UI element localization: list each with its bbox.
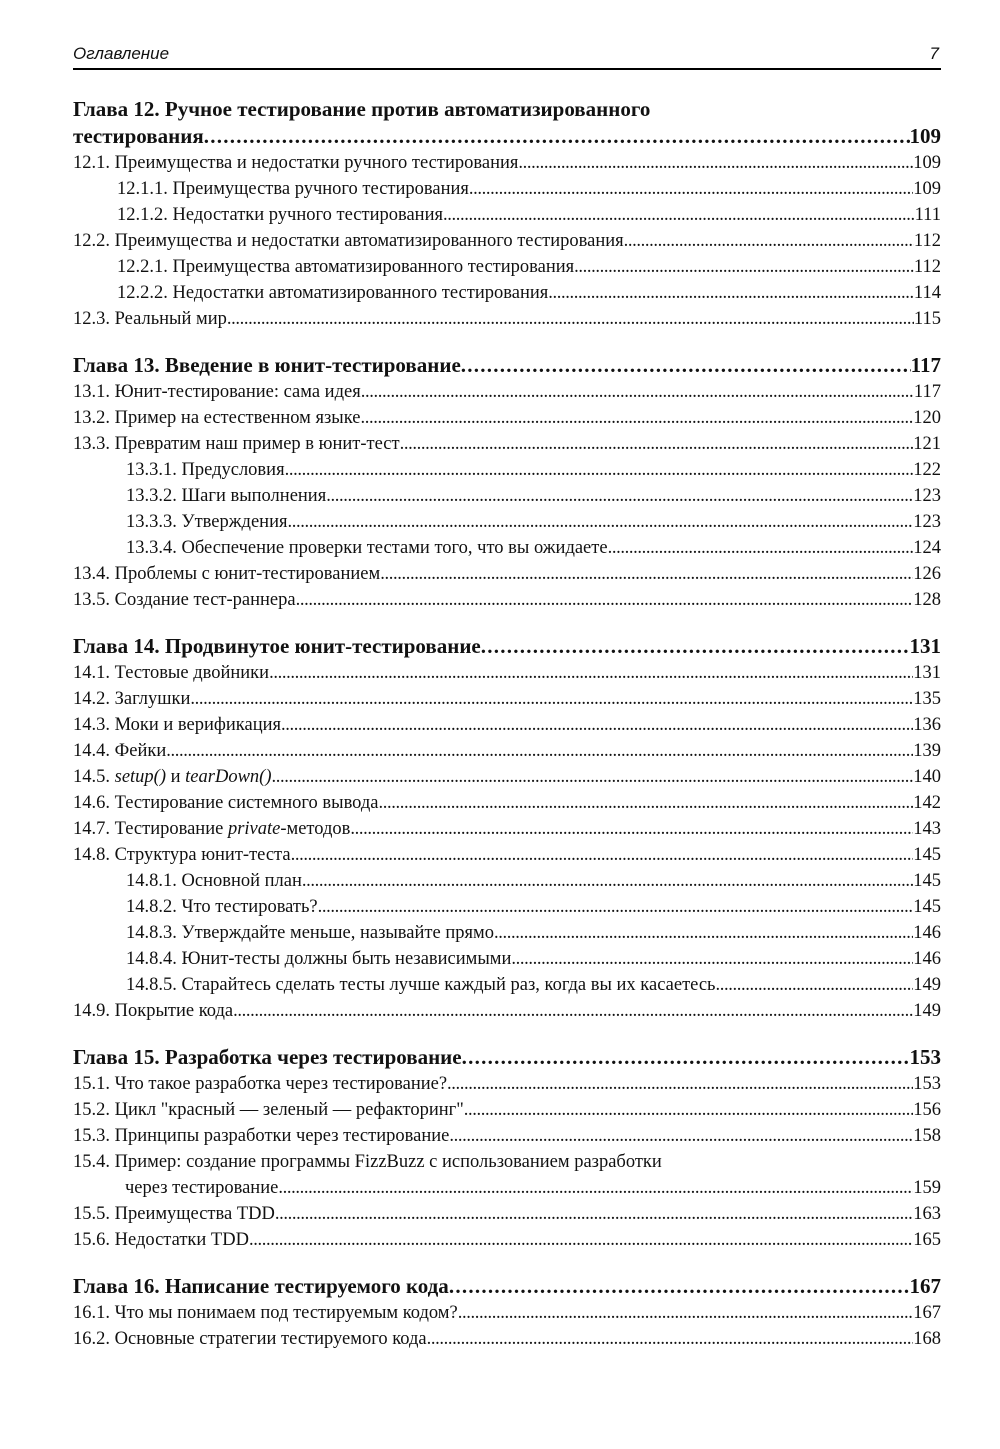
entry-label: 14.8.1. Основной план	[126, 871, 302, 891]
entry-label: 13.5. Создание тест-раннера	[73, 590, 296, 610]
toc-entry[interactable]	[73, 816, 941, 842]
entry-label: 15.2. Цикл "красный — зеленый — рефакторинг"	[73, 1100, 464, 1120]
toc-entry[interactable]	[73, 561, 941, 587]
toc-entry[interactable]	[73, 920, 941, 946]
entry-label: 12.1.2. Недостатки ручного тестирования	[117, 205, 443, 225]
entry-label: 14.8.5. Старайтесь сделать тесты лучше каждый раз, когда вы их касаетесь	[126, 975, 716, 995]
page-number: 112	[913, 257, 941, 277]
entry-label: 16.1. Что мы понимаем под тестируемым кодом?	[73, 1303, 458, 1323]
entry-label: 14.3. Моки и верификация	[73, 715, 282, 735]
page-number: 143	[913, 819, 941, 839]
entry-label: 14.8.4. Юнит-тесты должны быть независимыми	[126, 949, 512, 969]
toc-entry[interactable]	[73, 712, 941, 738]
page-number: 153	[909, 1045, 941, 1069]
entry-label: 12.2. Преимущества и недостатки автоматизированного тестирования	[73, 231, 624, 251]
toc-entry[interactable]	[73, 176, 941, 202]
entry-label: 12.3. Реальный мир	[73, 309, 227, 329]
dot-leader	[461, 352, 911, 379]
page-number: 165	[913, 1230, 941, 1250]
entry-label: 16.2. Основные стратегии тестируемого кода	[73, 1329, 427, 1349]
toc-entry-continuation[interactable]	[73, 1175, 941, 1201]
entry-label: 13.4. Проблемы с юнит-тестированием	[73, 564, 381, 584]
dot-leader	[464, 1097, 913, 1123]
chapter-13-entry[interactable]	[73, 352, 941, 379]
chapter-12-entry[interactable]	[73, 123, 941, 150]
toc-entry[interactable]	[73, 764, 941, 790]
code-teardown: tearDown()	[185, 767, 272, 787]
dot-leader	[462, 1044, 910, 1071]
chapter-16-entry[interactable]	[73, 1273, 941, 1300]
page-number: 142	[913, 793, 941, 813]
dot-leader	[458, 1300, 914, 1326]
entry-label: 14.8.2. Что тестировать?	[126, 897, 318, 917]
dot-leader	[227, 306, 914, 332]
entry-label: 13.3.3. Утверждения	[126, 512, 288, 532]
dot-leader	[469, 176, 913, 202]
toc-entry[interactable]	[73, 228, 941, 254]
entry-label: 15.4. Пример: создание программы FizzBuzz с использованием разработки	[73, 1152, 662, 1172]
page-number: 153	[913, 1074, 941, 1094]
entry-prefix: 14.5.	[73, 767, 115, 787]
dot-leader	[302, 868, 913, 894]
entry-label: 14.8.3. Утверждайте меньше, называйте прямо	[126, 923, 494, 943]
page-number: 145	[913, 871, 941, 891]
running-header	[73, 44, 941, 70]
toc-entry[interactable]	[73, 431, 941, 457]
toc-entry[interactable]	[73, 1123, 941, 1149]
entry-label: 15.5. Преимущества TDD	[73, 1204, 275, 1224]
chapter-14-entry[interactable]	[73, 633, 941, 660]
dot-leader	[449, 1123, 913, 1149]
page-number: 145	[913, 845, 941, 865]
entry-label: 14.1. Тестовые двойники	[73, 663, 270, 683]
dot-leader	[204, 123, 910, 150]
toc-entry[interactable]	[73, 509, 941, 535]
chapter-title: Глава 16. Написание тестируемого кода	[73, 1274, 449, 1298]
entry-prefix: 14.7. Тестирование	[73, 819, 228, 839]
dot-leader	[715, 972, 913, 998]
toc-entry[interactable]	[73, 1097, 941, 1123]
dot-leader	[574, 254, 914, 280]
page-number: 117	[910, 353, 941, 377]
dot-leader	[233, 998, 913, 1024]
toc-entry[interactable]	[73, 972, 941, 998]
page-number: 122	[913, 460, 941, 480]
dot-leader	[380, 561, 913, 587]
entry-label: 12.1. Преимущества и недостатки ручного тестирования	[73, 153, 519, 173]
dot-leader	[350, 816, 913, 842]
page-number: 123	[913, 486, 941, 506]
page-number: 117	[913, 382, 941, 402]
toc-entry[interactable]	[73, 946, 941, 972]
chapter-12-title-line1: Глава 12. Ручное тестирование против автоматизированного	[73, 97, 651, 121]
code-private: private	[227, 819, 281, 839]
page-number: 136	[913, 715, 941, 735]
page-number: 131	[909, 634, 941, 658]
page-number: 115	[913, 309, 941, 329]
header-title: Оглавление	[73, 44, 170, 63]
toc-entry[interactable]	[73, 202, 941, 228]
dot-leader	[447, 1071, 913, 1097]
entry-label: 13.2. Пример на естественном языке	[73, 408, 361, 428]
toc-entry[interactable]	[73, 868, 941, 894]
page-number: 131	[913, 663, 941, 683]
dot-leader	[449, 1273, 910, 1300]
page-number: 109	[913, 153, 941, 173]
toc-entry[interactable]	[73, 1227, 941, 1253]
dot-leader	[285, 457, 914, 483]
toc-entry[interactable]	[73, 280, 941, 306]
toc-entry[interactable]	[73, 150, 941, 176]
entry-label	[73, 816, 350, 842]
page-number: 156	[913, 1100, 941, 1120]
table-of-contents	[73, 96, 941, 1352]
dot-leader	[361, 379, 914, 405]
page-number: 111	[914, 205, 941, 225]
toc-entry[interactable]	[73, 894, 941, 920]
entry-mid: и	[166, 767, 186, 787]
page-number: 121	[913, 434, 941, 454]
dot-leader	[278, 1175, 913, 1201]
dot-leader	[291, 842, 914, 868]
chapter-15-entry[interactable]	[73, 1044, 941, 1071]
entry-label: 14.8. Структура юнит-теста	[73, 845, 291, 865]
page-number: 140	[913, 767, 941, 787]
toc-entry-first-line[interactable]	[73, 1149, 941, 1175]
entry-label: 12.2.1. Преимущества автоматизированного тестирования	[117, 257, 575, 277]
page-number: 120	[913, 408, 941, 428]
toc-entry[interactable]	[73, 483, 941, 509]
toc-entry[interactable]	[73, 457, 941, 483]
entry-label: 14.9. Покрытие кода	[73, 1001, 234, 1021]
toc-entry[interactable]	[73, 587, 941, 613]
dot-leader	[511, 946, 913, 972]
entry-label: 12.2.2. Недостатки автоматизированного тестирования	[117, 283, 549, 303]
entry-label: 14.2. Заглушки	[73, 689, 191, 709]
dot-leader	[249, 1227, 913, 1253]
chapter-title: Глава 15. Разработка через тестирование	[73, 1045, 462, 1069]
page-number: 145	[913, 897, 941, 917]
dot-leader	[275, 1201, 913, 1227]
page-number: 159	[913, 1178, 941, 1198]
dot-leader	[379, 790, 914, 816]
toc-entry[interactable]	[73, 998, 941, 1024]
dot-leader	[624, 228, 914, 254]
entry-label: 15.1. Что такое разработка через тестирование?	[73, 1074, 448, 1094]
entry-label-continuation: через тестирование	[125, 1178, 279, 1198]
page-number: 112	[913, 231, 941, 251]
page-number: 167	[913, 1303, 941, 1323]
page-number: 135	[913, 689, 941, 709]
dot-leader	[166, 738, 913, 764]
entry-suffix: -методов	[280, 819, 351, 839]
dot-leader	[443, 202, 915, 228]
toc-entry[interactable]	[73, 686, 941, 712]
entry-label: 13.3. Превратим наш пример в юнит-тест	[73, 434, 400, 454]
entry-label: 13.3.2. Шаги выполнения	[126, 486, 327, 506]
toc-entry[interactable]	[73, 660, 941, 686]
page-number: 167	[909, 1274, 941, 1298]
dot-leader	[427, 1326, 914, 1352]
dot-leader	[494, 920, 913, 946]
dot-leader	[481, 633, 910, 660]
chapter-title: Глава 13. Введение в юнит-тестирование	[73, 353, 461, 377]
page-number: 126	[913, 564, 941, 584]
dot-leader	[400, 431, 914, 457]
page-number: 163	[913, 1204, 941, 1224]
code-setup: setup()	[114, 767, 166, 787]
toc-entry[interactable]	[73, 1300, 941, 1326]
toc-entry[interactable]	[73, 306, 941, 332]
page-number: 168	[913, 1329, 941, 1349]
dot-leader	[326, 483, 913, 509]
entry-label: 15.3. Принципы разработки через тестирование	[73, 1126, 450, 1146]
page-number: 128	[913, 590, 941, 610]
dot-leader	[608, 535, 914, 561]
chapter-title: Глава 14. Продвинутое юнит-тестирование	[73, 634, 481, 658]
toc-entry[interactable]	[73, 1201, 941, 1227]
entry-label: 12.1.1. Преимущества ручного тестирования	[117, 179, 469, 199]
entry-label: 15.6. Недостатки TDD	[73, 1230, 249, 1250]
page-number: 149	[913, 975, 941, 995]
page-number: 146	[913, 949, 941, 969]
toc-entry[interactable]	[73, 379, 941, 405]
entry-label	[73, 764, 271, 790]
dot-leader	[548, 280, 914, 306]
page-number: 123	[913, 512, 941, 532]
toc-entry[interactable]	[73, 405, 941, 431]
entry-label: 14.6. Тестирование системного вывода	[73, 793, 379, 813]
chapter-title: тестирования	[73, 124, 204, 148]
toc-entry[interactable]	[73, 842, 941, 868]
toc-entry[interactable]	[73, 1326, 941, 1352]
header-page-number: 7	[929, 44, 939, 63]
dot-leader	[271, 764, 913, 790]
toc-entry[interactable]	[73, 790, 941, 816]
dot-leader	[281, 712, 913, 738]
page-number: 158	[913, 1126, 941, 1146]
page-number: 114	[913, 283, 941, 303]
page-number: 139	[913, 741, 941, 761]
entry-label: 13.3.4. Обеспечение проверки тестами того, что вы ожидаете	[126, 538, 608, 558]
entry-label: 13.1. Юнит-тестирование: сама идея	[73, 382, 361, 402]
page-number: 146	[913, 923, 941, 943]
dot-leader	[318, 894, 914, 920]
entry-label: 13.3.1. Предусловия	[126, 460, 285, 480]
dot-leader	[190, 686, 913, 712]
dot-leader	[518, 150, 913, 176]
toc-entry[interactable]	[73, 738, 941, 764]
page-number: 109	[909, 124, 941, 148]
dot-leader	[288, 509, 914, 535]
page-number: 109	[913, 179, 941, 199]
dot-leader	[360, 405, 913, 431]
toc-entry[interactable]	[73, 1071, 941, 1097]
toc-entry[interactable]	[73, 535, 941, 561]
toc-entry[interactable]	[73, 254, 941, 280]
page-number: 149	[913, 1001, 941, 1021]
entry-label: 14.4. Фейки	[73, 741, 167, 761]
dot-leader	[269, 660, 913, 686]
page-number: 124	[913, 538, 941, 558]
dot-leader	[296, 587, 914, 613]
